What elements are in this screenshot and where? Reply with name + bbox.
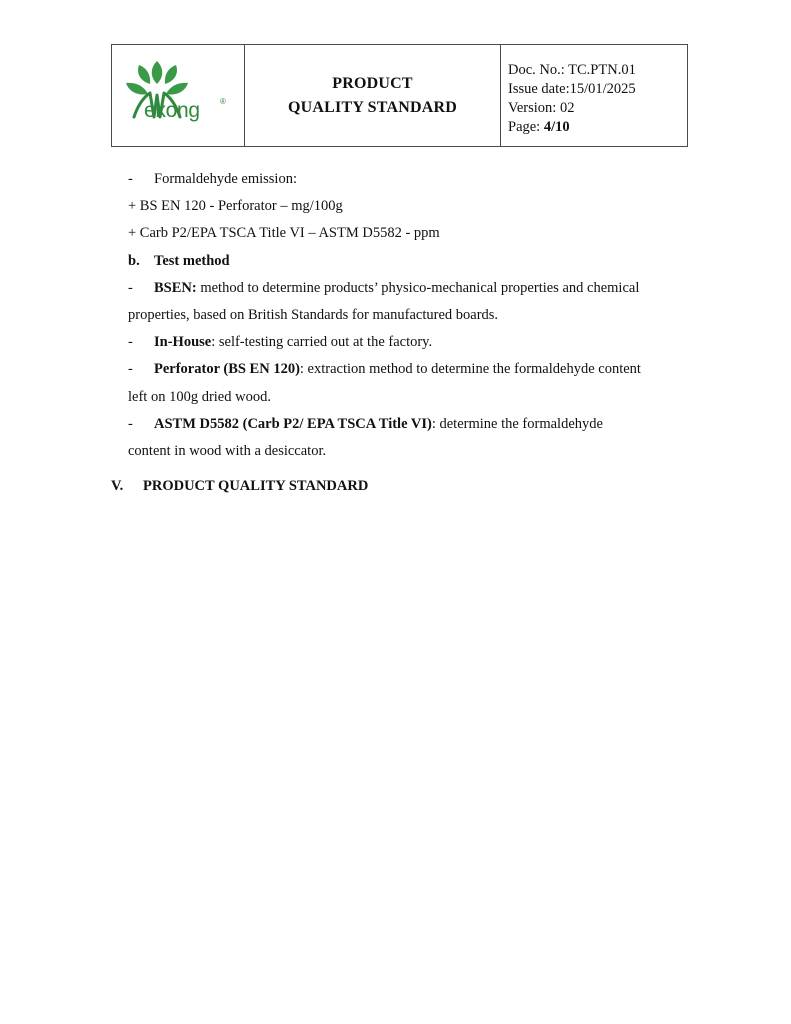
document-header — [111, 44, 688, 147]
perforator-item — [128, 356, 688, 383]
page-label: Page: — [508, 119, 544, 135]
astm-continuation: content in wood with a desiccator. — [128, 442, 327, 459]
subsection-title: Test method — [154, 252, 230, 269]
page-value: 4/10 — [543, 119, 570, 135]
document-meta-cell — [501, 45, 687, 146]
bullet-dash: - — [128, 334, 133, 351]
issue-date: Issue date:15/01/2025 — [508, 81, 636, 97]
inhouse-text: : self-testing carried out at the factory. — [211, 334, 433, 351]
bullet-dash: - — [128, 279, 133, 296]
astm-item — [128, 411, 688, 438]
document-title-line-1: PRODUCT — [332, 74, 413, 92]
astm-text: : determine the formaldehyde — [431, 415, 603, 432]
formaldehyde-emission-text: Formaldehyde emission: — [154, 171, 297, 187]
logo-wordmark: ekong — [144, 99, 200, 122]
inhouse-item — [128, 329, 688, 356]
logo-cell — [112, 45, 245, 146]
perforator-term: Perforator (BS EN 120) — [154, 361, 300, 378]
formaldehyde-emission-item — [128, 166, 688, 193]
bsen-continuation: properties, based on British Standards for manufactured boards. — [128, 306, 499, 323]
doc-number: Doc. No.: TC.PTN.01 — [508, 62, 636, 78]
bsen-item — [128, 275, 688, 302]
document-title-line-2: QUALITY STANDARD — [288, 98, 457, 116]
subsection-label: b. — [128, 252, 140, 269]
carb-line: + Carb P2/EPA TSCA Title VI – ASTM D5582 - ppm — [128, 225, 440, 242]
section-title: PRODUCT QUALITY STANDARD — [143, 478, 369, 494]
bullet-dash: - — [128, 171, 133, 187]
perforator-continuation: left on 100g dried wood. — [128, 388, 271, 405]
section-number: V. — [111, 478, 124, 494]
section-heading — [111, 473, 368, 500]
bullet-dash: - — [128, 415, 133, 432]
test-method-heading — [128, 248, 688, 275]
astm-term: ASTM D5582 (Carb P2/ EPA TSCA Title VI) — [154, 415, 432, 432]
bsen-term: BSEN: — [154, 279, 197, 296]
bsen-text: method to determine products’ physico-mechanical properties and chemical — [196, 279, 640, 296]
inhouse-term: In-House — [154, 334, 212, 351]
title-cell — [245, 45, 501, 146]
bs-en-line: + BS EN 120 - Perforator – mg/100g — [128, 198, 343, 215]
registered-mark: ® — [220, 97, 226, 106]
bullet-dash: - — [128, 361, 133, 378]
version: Version: 02 — [508, 100, 575, 116]
document-body — [128, 166, 688, 465]
page-number — [508, 118, 687, 137]
perforator-text: : extraction method to determine the formaldehyde content — [299, 361, 641, 378]
